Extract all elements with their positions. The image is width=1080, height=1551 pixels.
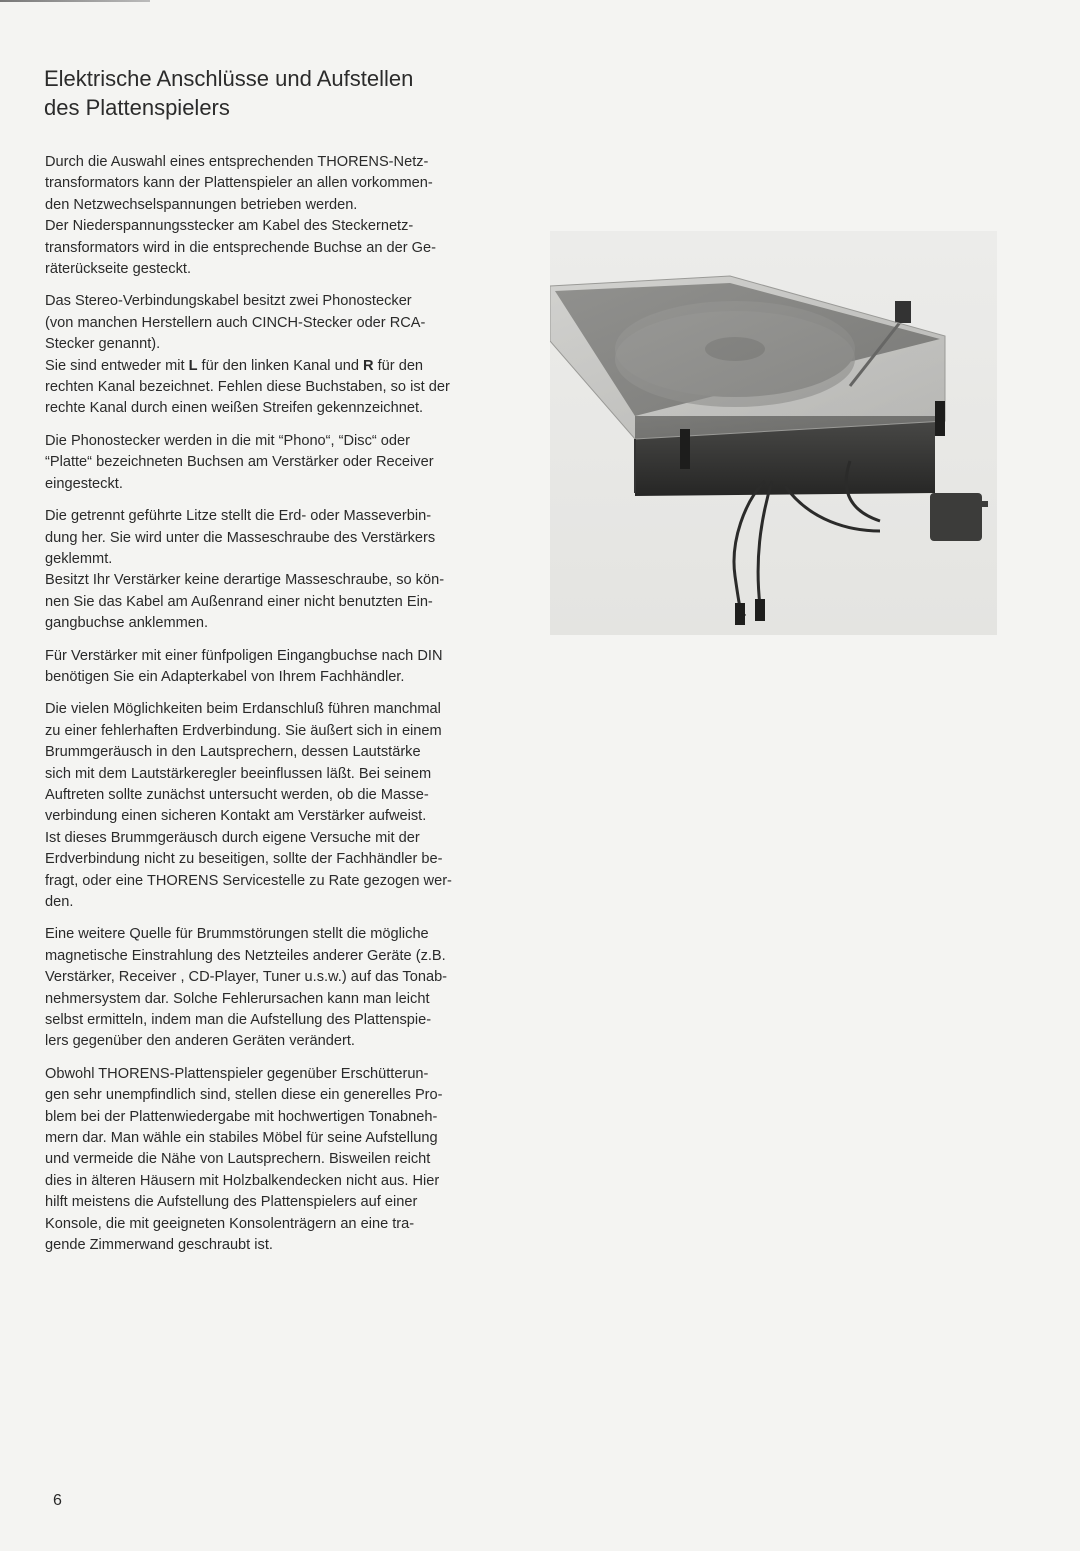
top-rule <box>0 0 150 2</box>
text-line: zu einer fehlerhaften Erdverbindung. Sie äußert sich in einem <box>45 722 442 739</box>
turntable-illustration <box>550 231 997 635</box>
text-line: gen sehr unempfindlich sind, stellen diese ein generelles Pro- <box>45 1087 443 1104</box>
right-channel-letter: R <box>363 357 374 374</box>
text-line: räterückseite gesteckt. <box>45 261 192 278</box>
text-line: den. <box>45 894 74 910</box>
text-line: hilft meistens die Aufstellung des Plattenspielers auf einer <box>45 1194 418 1211</box>
text-line: Konsole, die mit geeigneten Konsolenträgern an eine tra- <box>45 1215 415 1232</box>
paragraph-2 <box>45 291 497 419</box>
text-segment: Sie sind entweder mit <box>45 357 189 374</box>
turntable-photo <box>550 231 997 635</box>
text-line: mern dar. Man wähle ein stabiles Möbel für seine Aufstellung <box>45 1130 438 1147</box>
text-line: Ist dieses Brummgeräusch durch eigene Versuche mit der <box>45 829 420 846</box>
text-line: Durch die Auswahl eines entsprechenden THORENS-Netz- <box>45 154 429 170</box>
text-line: Erdverbindung nicht zu beseitigen, sollte der Fachhändler be- <box>45 851 443 868</box>
text-line: nehmersystem dar. Solche Fehlerursachen kann man leicht <box>45 990 430 1007</box>
text-line: den Netzwechselspannungen betrieben werden. <box>45 196 358 213</box>
text-line: geklemmt. <box>45 550 113 567</box>
text-line: gangbuchse anklemmen. <box>45 615 209 632</box>
body-text <box>45 152 497 1268</box>
paragraph-5 <box>45 646 497 689</box>
text-segment: für den <box>373 357 424 374</box>
paragraph-1 <box>45 152 497 280</box>
paragraph-3 <box>45 431 497 495</box>
paragraph-6 <box>45 699 497 913</box>
text-line: eingesteckt. <box>45 475 123 492</box>
text-line: Besitzt Ihr Verstärker keine derartige Masseschraube, so kön- <box>45 572 445 589</box>
text-line: Verstärker, Receiver , CD-Player, Tuner u.s.w.) auf das Tonab- <box>45 969 448 986</box>
text-line: transformators wird in die entsprechende Buchse an der Ge- <box>45 239 436 256</box>
text-line: rechte Kanal durch einen weißen Streifen gekennzeichnet. <box>45 400 424 417</box>
text-line: selbst ermitteln, indem man die Aufstellung des Plattenspie- <box>45 1012 432 1029</box>
text-line: verbindung einen sicheren Kontakt am Verstärker aufweist. <box>45 808 427 825</box>
text-segment: für den linken Kanal und <box>197 357 364 374</box>
text-line: transformators kann der Plattenspieler an allen vorkommen- <box>45 175 433 192</box>
text-line: gende Zimmerwand geschraubt ist. <box>45 1237 273 1254</box>
text-line: Obwohl THORENS-Plattenspieler gegenüber Erschütterun- <box>45 1065 429 1082</box>
title-line-1: Elektrische Anschlüsse und Aufstellen <box>44 66 414 91</box>
text-line: lers gegenüber den anderen Geräten verändert. <box>45 1033 355 1050</box>
paragraph-7 <box>45 924 497 1052</box>
text-line: (von manchen Herstellern auch CINCH-Stecker oder RCA- <box>45 314 426 331</box>
page-number: 6 <box>53 1492 62 1509</box>
paragraph-8 <box>45 1064 497 1257</box>
text-line: blem bei der Plattenwiedergabe mit hochwertigen Tonabneh- <box>45 1108 438 1125</box>
text-line: dung her. Sie wird unter die Masseschraube des Verstärkers <box>45 529 436 546</box>
text-line: magnetische Einstrahlung des Netzteiles anderer Geräte (z.B. <box>45 947 446 964</box>
text-line: Die vielen Möglichkeiten beim Erdanschluß führen manchmal <box>45 701 441 718</box>
power-adapter <box>930 493 982 541</box>
paragraph-4 <box>45 506 497 634</box>
text-line: Das Stereo-Verbindungskabel besitzt zwei Phonostecker <box>45 293 412 310</box>
text-line: benötigen Sie ein Adapterkabel von Ihrem Fachhändler. <box>45 668 405 685</box>
text-line <box>45 356 497 377</box>
left-channel-letter: L <box>188 357 198 374</box>
text-line: Die Phonostecker werden in die mit “Phono“, “Disc“ oder <box>45 432 411 449</box>
text-line: Für Verstärker mit einer fünfpoligen Eingangbuchse nach DIN <box>45 647 443 664</box>
text-line: nen Sie das Kabel am Außenrand einer nicht benutzten Ein- <box>45 593 433 610</box>
text-line: Der Niederspannungsstecker am Kabel des Steckernetz- <box>45 218 414 235</box>
text-line: Eine weitere Quelle für Brummstörungen stellt die mögliche <box>45 926 429 943</box>
text-line: und vermeide die Nähe von Lautsprechern. Bisweilen reicht <box>45 1151 431 1168</box>
text-line: Die getrennt geführte Litze stellt die Erd- oder Masseverbin- <box>45 508 432 525</box>
text-line: fragt, oder eine THORENS Servicestelle zu Rate gezogen wer- <box>45 872 452 889</box>
text-line: rechten Kanal bezeichnet. Fehlen diese Buchstaben, so ist der <box>45 379 450 396</box>
text-line: Auftreten sollte zunächst untersucht werden, ob die Masse- <box>45 786 429 803</box>
title-line-2: des Plattenspielers <box>44 95 230 120</box>
text-line: sich mit dem Lautstärkeregler beeinflussen läßt. Bei seinem <box>45 765 432 782</box>
text-line: Stecker genannt). <box>45 336 161 353</box>
page-title <box>44 64 544 122</box>
text-line: “Platte“ bezeichneten Buchsen am Verstärker oder Receiver <box>45 454 434 471</box>
text-line: Brummgeräusch in den Lautsprechern, dessen Lautstärke <box>45 744 421 761</box>
text-line: dies in älteren Häusern mit Holzbalkendecken nicht aus. Hier <box>45 1172 440 1189</box>
